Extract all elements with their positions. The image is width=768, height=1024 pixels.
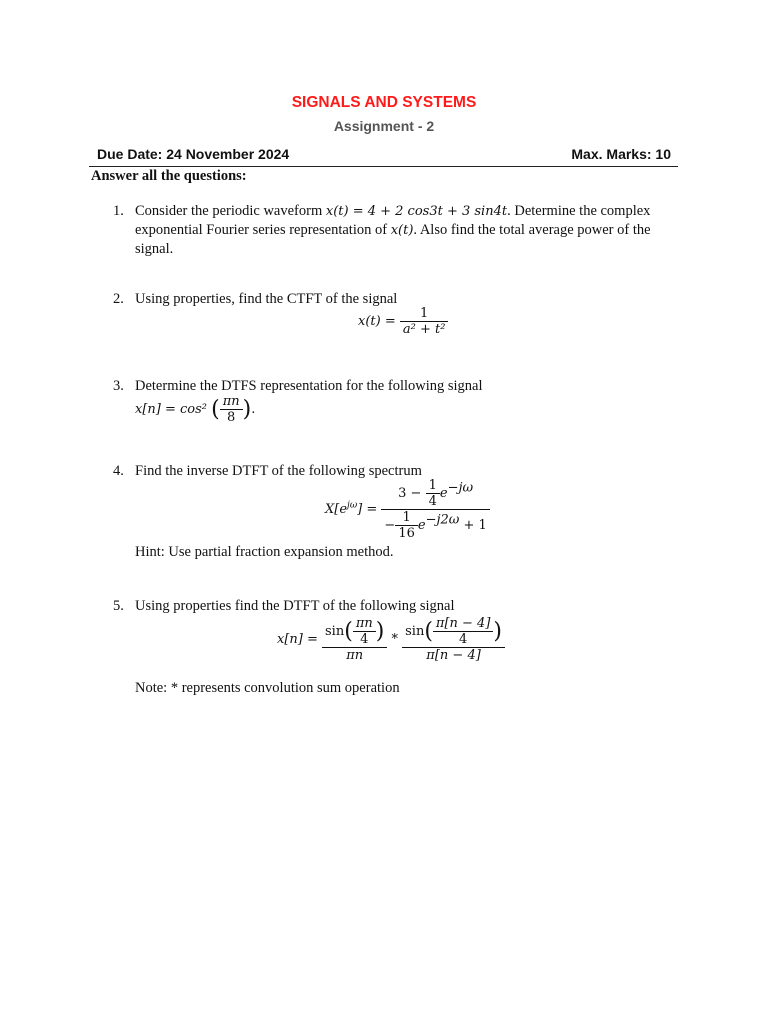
question-number: 1.	[113, 203, 124, 219]
question-number: 2.	[113, 291, 124, 307]
numerator: 1	[420, 306, 429, 321]
numerator: sin( $\frac{\pi[n - 4]}{4}$ )	[405, 616, 502, 647]
question-text: Using properties find the DTFT of the following signal	[135, 598, 455, 614]
note: Note: * represents convolution sum operation	[135, 680, 400, 696]
fraction	[220, 394, 243, 425]
text-run: exponential Fourier series representation of	[135, 222, 391, 238]
denominator: − $\frac{1}{16}$ $e^{-j2\omega} + 1$	[381, 509, 489, 541]
fraction-1	[322, 616, 387, 663]
equation-lhs: x(t) =	[358, 314, 396, 329]
question-number: 4.	[113, 463, 124, 479]
numerator: πn	[222, 394, 240, 409]
equation-lhs: $X[e^{j\omega}]$ =	[325, 500, 378, 517]
denominator: a² + t²	[400, 321, 449, 337]
question-1	[113, 202, 683, 262]
question-text: Find the inverse DTFT of the following spectrum	[135, 463, 422, 479]
denominator: 8	[220, 409, 243, 425]
period: .	[251, 402, 256, 417]
assignment-subtitle: Assignment - 2	[333, 118, 435, 134]
hint-text	[135, 543, 394, 562]
hint: Hint: Use partial fraction expansion method.	[135, 544, 394, 560]
due-date: Due Date: 24 November 2024	[97, 146, 290, 162]
numerator: sin( $\frac{\pi n}{4}$ )	[325, 616, 385, 647]
equation-lhs: x[n] = cos²	[135, 402, 207, 417]
paren: (	[211, 397, 220, 422]
question-text: Using properties, find the CTFT of the signal	[135, 291, 398, 307]
fraction	[400, 306, 449, 337]
math-expression: x(t)	[390, 223, 414, 238]
denominator: π[n − 4]	[402, 647, 505, 663]
question-number: 5.	[113, 598, 124, 614]
text-run: . Determine the complex	[507, 203, 651, 219]
equation-dtfs-signal	[135, 394, 255, 425]
document-title: SIGNALS AND SYSTEMS	[291, 94, 477, 111]
denominator: πn	[322, 647, 387, 663]
fraction-2	[402, 616, 505, 663]
paren: )	[242, 397, 252, 422]
convolution-operator: *	[391, 632, 398, 647]
equation-lhs: x[n] =	[277, 632, 318, 647]
fraction	[381, 478, 489, 541]
text-run: . Also find the total average power of the	[413, 222, 651, 238]
math-expression: x(t) = 4 + 2 cos3t + 3 sin4t	[325, 204, 508, 219]
numerator: 3 − $\frac{1}{4}$ $e^{-j\omega}$	[398, 478, 474, 509]
text-run: signal.	[135, 241, 174, 257]
text-run: Consider the periodic waveform	[135, 203, 326, 219]
instructions: Answer all the questions:	[91, 168, 247, 184]
header-divider	[89, 166, 678, 167]
equation-dtft-signal	[277, 616, 505, 663]
max-marks: Max. Marks: 10	[571, 146, 671, 162]
note-text	[135, 679, 400, 698]
question-text: Determine the DTFS representation for the following signal	[135, 378, 483, 394]
question-number: 3.	[113, 378, 124, 394]
question-text	[135, 202, 685, 259]
equation-ctft-signal	[358, 306, 448, 337]
equation-spectrum	[325, 478, 490, 541]
question-5	[113, 597, 683, 617]
